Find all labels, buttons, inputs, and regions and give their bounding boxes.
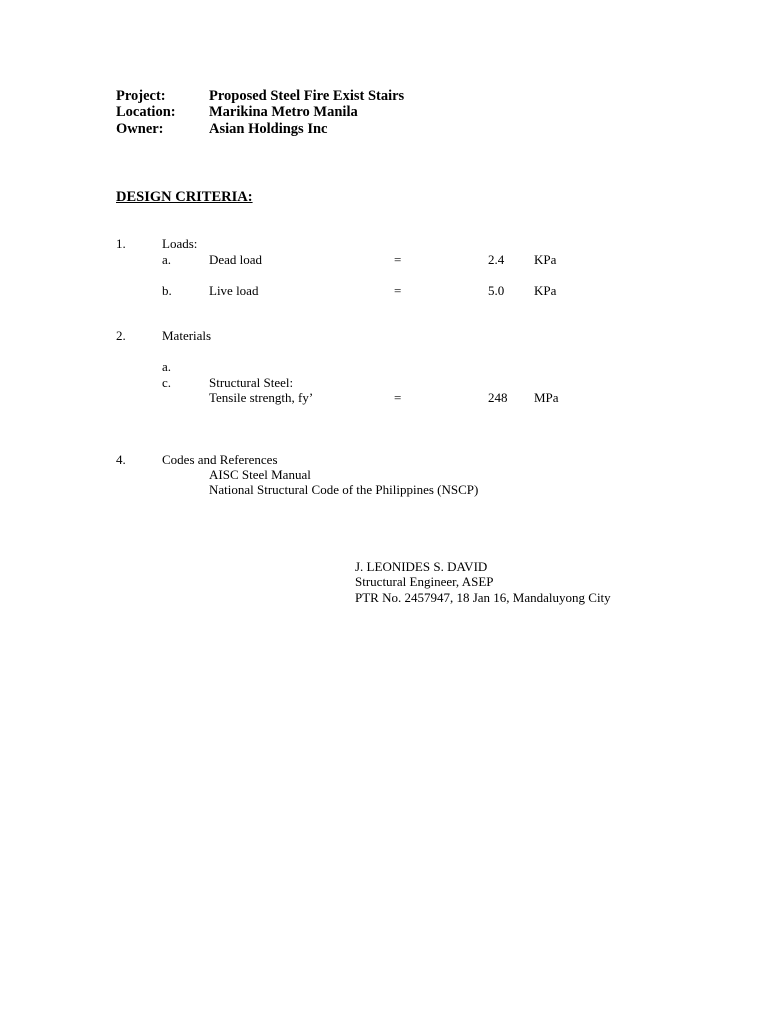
loads-title: Loads: (162, 236, 198, 251)
reference-nscp: National Structural Code of the Philippines (NSCP) (209, 482, 479, 497)
project-label: Project: (116, 88, 166, 104)
engineer-ptr: PTR No. 2457947, 18 Jan 16, Mandaluyong City (355, 590, 611, 605)
reference-aisc: AISC Steel Manual (209, 467, 311, 482)
location-value: Marikina Metro Manila (209, 104, 358, 120)
owner-label: Owner: (116, 121, 164, 137)
materials-item-c-letter: c. (162, 375, 172, 390)
dead-load-value: 2.4 (488, 252, 505, 267)
engineer-title: Structural Engineer, ASEP (355, 574, 494, 589)
engineer-name: J. LEONIDES S. DAVID (355, 559, 488, 574)
codes-number: 4. (116, 452, 126, 467)
live-load-letter: b. (162, 283, 172, 298)
location-label: Location: (116, 104, 176, 120)
project-value: Proposed Steel Fire Exist Stairs (209, 88, 405, 104)
dead-load-name: Dead load (209, 252, 263, 267)
tensile-strength-label: Tensile strength, fy’ (209, 390, 314, 405)
loads-number: 1. (116, 236, 126, 251)
design-criteria-heading: DESIGN CRITERIA: (116, 189, 253, 205)
live-load-unit: KPa (534, 283, 557, 298)
structural-steel-title: Structural Steel: (209, 375, 294, 390)
dead-load-letter: a. (162, 252, 172, 267)
owner-value: Asian Holdings Inc (209, 121, 328, 137)
live-load-name: Live load (209, 283, 259, 298)
live-load-equals: = (394, 283, 402, 298)
tensile-strength-equals: = (394, 390, 402, 405)
codes-title: Codes and References (162, 452, 278, 467)
dead-load-unit: KPa (534, 252, 557, 267)
materials-item-a-letter: a. (162, 359, 172, 374)
tensile-strength-value: 248 (488, 390, 508, 405)
tensile-strength-unit: MPa (534, 390, 559, 405)
materials-title: Materials (162, 328, 212, 343)
live-load-value: 5.0 (488, 283, 505, 298)
materials-number: 2. (116, 328, 126, 343)
dead-load-equals: = (394, 252, 402, 267)
